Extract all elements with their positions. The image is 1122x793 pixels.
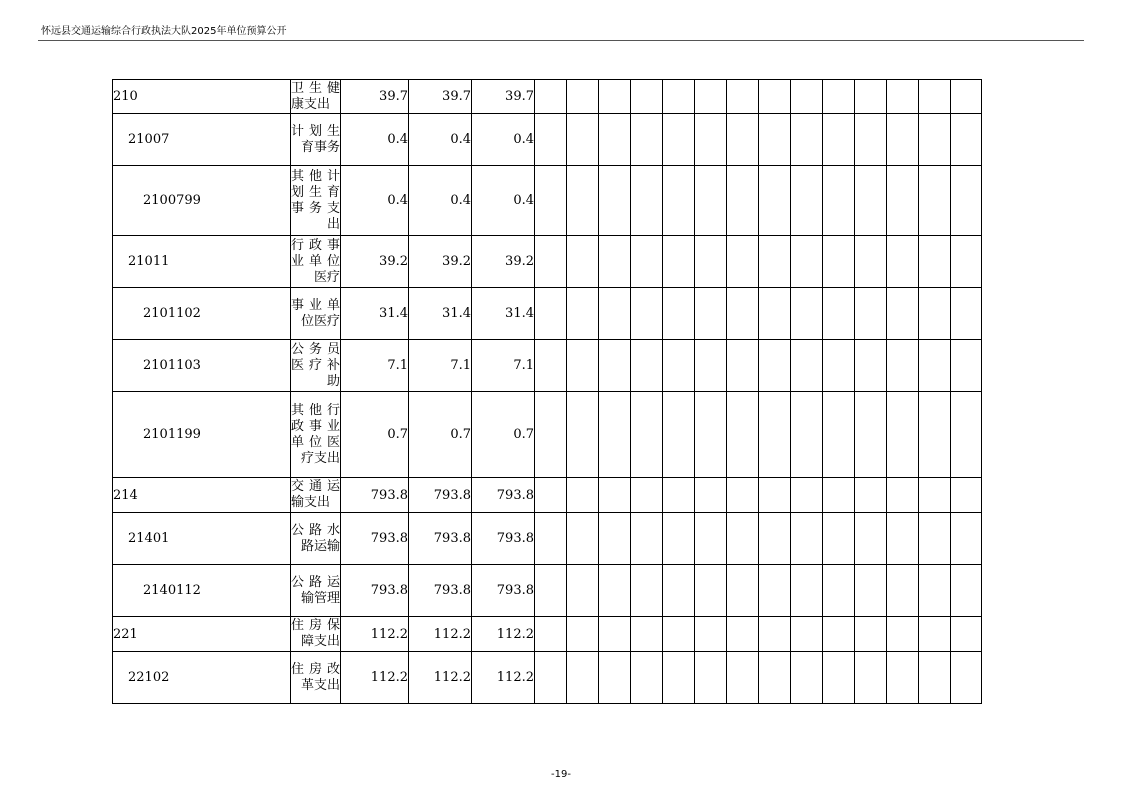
empty-cell	[599, 652, 631, 704]
empty-cell	[759, 288, 791, 340]
empty-cell	[823, 392, 855, 478]
table-row	[113, 652, 982, 704]
table-row	[113, 236, 982, 288]
table-row	[113, 166, 982, 236]
item-name-cell: 卫生健康支出	[291, 80, 340, 112]
empty-cell	[759, 478, 791, 513]
empty-cell	[663, 513, 695, 565]
empty-cell	[887, 652, 919, 704]
empty-cell	[663, 80, 695, 114]
empty-cell	[919, 513, 951, 565]
empty-cell	[695, 392, 727, 478]
empty-cell	[855, 478, 887, 513]
empty-cell	[855, 166, 887, 236]
empty-cell	[663, 652, 695, 704]
amount-cell: 0.7	[341, 392, 409, 478]
empty-cell	[631, 166, 663, 236]
amount-cell: 39.2	[472, 236, 535, 288]
empty-cell	[567, 114, 599, 166]
empty-cell	[599, 617, 631, 652]
empty-cell	[919, 80, 951, 114]
empty-cell	[695, 340, 727, 392]
amount-cell: 0.4	[341, 114, 409, 166]
amount-cell: 112.2	[409, 617, 472, 652]
item-name-cell: 其他计划生育事务支出	[291, 166, 341, 236]
amount-cell: 31.4	[472, 288, 535, 340]
empty-cell	[631, 478, 663, 513]
amount-cell: 0.4	[409, 166, 472, 236]
amount-cell: 0.7	[409, 392, 472, 478]
amount-cell: 793.8	[472, 478, 535, 513]
empty-cell	[599, 114, 631, 166]
empty-cell	[887, 340, 919, 392]
amount-cell: 39.7	[409, 80, 472, 114]
empty-cell	[791, 565, 823, 617]
empty-cell	[823, 80, 855, 114]
empty-cell	[951, 617, 982, 652]
amount-cell: 793.8	[472, 565, 535, 617]
empty-cell	[951, 80, 982, 114]
amount-cell: 793.8	[409, 478, 472, 513]
item-name-cell: 其他行政事业单位医疗支出	[291, 392, 341, 478]
item-name-cell: 计划生育事务	[291, 114, 341, 166]
amount-cell: 112.2	[472, 652, 535, 704]
table-row	[113, 288, 982, 340]
empty-cell	[663, 288, 695, 340]
empty-cell	[759, 166, 791, 236]
empty-cell	[631, 114, 663, 166]
empty-cell	[535, 652, 567, 704]
empty-cell	[695, 288, 727, 340]
amount-cell: 31.4	[409, 288, 472, 340]
empty-cell	[567, 565, 599, 617]
empty-cell	[919, 478, 951, 513]
empty-cell	[951, 340, 982, 392]
table-row	[113, 80, 982, 114]
amount-cell: 793.8	[341, 478, 409, 513]
item-name-cell: 公路水路运输	[291, 513, 341, 565]
table-row	[113, 340, 982, 392]
empty-cell	[887, 236, 919, 288]
amount-cell: 793.8	[472, 513, 535, 565]
empty-cell	[823, 236, 855, 288]
item-name-cell: 事业单位医疗	[291, 288, 341, 340]
item-name-cell: 住房保障支出	[291, 617, 341, 652]
empty-cell	[695, 236, 727, 288]
empty-cell	[919, 565, 951, 617]
empty-cell	[535, 288, 567, 340]
empty-cell	[855, 392, 887, 478]
empty-cell	[727, 478, 759, 513]
empty-cell	[567, 478, 599, 513]
empty-cell	[535, 236, 567, 288]
empty-cell	[791, 617, 823, 652]
empty-cell	[727, 513, 759, 565]
empty-cell	[887, 288, 919, 340]
function-code-cell: 214	[113, 478, 291, 513]
function-code-cell: 2101103	[113, 340, 291, 392]
amount-cell: 31.4	[341, 288, 409, 340]
budget-table	[112, 79, 982, 704]
empty-cell	[791, 513, 823, 565]
empty-cell	[887, 513, 919, 565]
empty-cell	[727, 652, 759, 704]
empty-cell	[951, 565, 982, 617]
empty-cell	[759, 392, 791, 478]
header-divider	[38, 40, 1084, 41]
function-code-cell: 21011	[113, 236, 291, 288]
empty-cell	[663, 617, 695, 652]
empty-cell	[599, 288, 631, 340]
empty-cell	[887, 478, 919, 513]
document-header-title: 怀远县交通运输综合行政执法大队2025年单位预算公开	[41, 26, 287, 37]
empty-cell	[599, 513, 631, 565]
amount-cell: 793.8	[341, 565, 409, 617]
amount-cell: 112.2	[409, 652, 472, 704]
amount-cell: 39.2	[409, 236, 472, 288]
empty-cell	[567, 236, 599, 288]
empty-cell	[759, 513, 791, 565]
empty-cell	[631, 340, 663, 392]
amount-cell: 0.4	[472, 114, 535, 166]
empty-cell	[535, 478, 567, 513]
empty-cell	[919, 114, 951, 166]
empty-cell	[855, 652, 887, 704]
empty-cell	[855, 617, 887, 652]
empty-cell	[663, 478, 695, 513]
empty-cell	[599, 565, 631, 617]
empty-cell	[791, 288, 823, 340]
empty-cell	[887, 80, 919, 114]
empty-cell	[791, 80, 823, 114]
empty-cell	[535, 617, 567, 652]
empty-cell	[535, 114, 567, 166]
function-code-cell: 21007	[113, 114, 291, 166]
empty-cell	[631, 80, 663, 114]
empty-cell	[951, 166, 982, 236]
amount-cell: 793.8	[341, 513, 409, 565]
empty-cell	[599, 166, 631, 236]
empty-cell	[599, 236, 631, 288]
empty-cell	[823, 478, 855, 513]
amount-cell: 0.4	[472, 166, 535, 236]
amount-cell: 7.1	[472, 340, 535, 392]
page-number: -19-	[551, 769, 571, 780]
empty-cell	[727, 617, 759, 652]
empty-cell	[663, 392, 695, 478]
empty-cell	[567, 80, 599, 114]
amount-cell: 112.2	[341, 652, 409, 704]
amount-cell: 112.2	[341, 617, 409, 652]
empty-cell	[695, 617, 727, 652]
empty-cell	[855, 236, 887, 288]
function-code-cell: 2140112	[113, 565, 291, 617]
empty-cell	[823, 114, 855, 166]
empty-cell	[695, 114, 727, 166]
empty-cell	[855, 340, 887, 392]
empty-cell	[759, 80, 791, 114]
item-name-cell: 公务员医疗补助	[291, 340, 341, 392]
empty-cell	[759, 114, 791, 166]
empty-cell	[951, 236, 982, 288]
empty-cell	[663, 114, 695, 166]
empty-cell	[631, 652, 663, 704]
empty-cell	[727, 80, 759, 114]
empty-cell	[951, 652, 982, 704]
empty-cell	[823, 652, 855, 704]
empty-cell	[631, 288, 663, 340]
empty-cell	[535, 513, 567, 565]
amount-cell: 0.4	[409, 114, 472, 166]
empty-cell	[535, 80, 567, 114]
empty-cell	[663, 565, 695, 617]
empty-cell	[727, 340, 759, 392]
empty-cell	[855, 513, 887, 565]
empty-cell	[887, 166, 919, 236]
empty-cell	[727, 288, 759, 340]
amount-cell: 793.8	[409, 565, 472, 617]
amount-cell: 39.7	[472, 80, 535, 114]
empty-cell	[695, 652, 727, 704]
amount-cell: 39.7	[341, 80, 409, 114]
empty-cell	[631, 513, 663, 565]
function-code-cell: 2101199	[113, 392, 291, 478]
empty-cell	[855, 80, 887, 114]
item-name-cell: 公路运输管理	[291, 565, 341, 617]
empty-cell	[567, 652, 599, 704]
empty-cell	[695, 478, 727, 513]
empty-cell	[791, 392, 823, 478]
empty-cell	[631, 617, 663, 652]
function-code-cell: 221	[113, 617, 291, 652]
empty-cell	[951, 478, 982, 513]
empty-cell	[919, 652, 951, 704]
table-row	[113, 114, 982, 166]
empty-cell	[535, 392, 567, 478]
empty-cell	[919, 340, 951, 392]
table-row	[113, 513, 982, 565]
empty-cell	[695, 80, 727, 114]
empty-cell	[855, 114, 887, 166]
table-row	[113, 478, 982, 513]
empty-cell	[727, 565, 759, 617]
function-code-cell: 21401	[113, 513, 291, 565]
item-name-cell: 交通运输支出	[291, 478, 341, 513]
amount-cell: 793.8	[409, 513, 472, 565]
empty-cell	[631, 565, 663, 617]
empty-cell	[631, 236, 663, 288]
function-code-cell: 210	[113, 80, 291, 114]
empty-cell	[951, 392, 982, 478]
item-name-cell: 行政事业单位医疗	[291, 236, 341, 288]
empty-cell	[887, 392, 919, 478]
empty-cell	[599, 478, 631, 513]
empty-cell	[695, 565, 727, 617]
empty-cell	[823, 565, 855, 617]
empty-cell	[599, 80, 631, 114]
empty-cell	[695, 166, 727, 236]
table-row	[113, 565, 982, 617]
empty-cell	[727, 166, 759, 236]
amount-cell: 0.4	[341, 166, 409, 236]
amount-cell: 0.7	[472, 392, 535, 478]
empty-cell	[919, 617, 951, 652]
empty-cell	[791, 114, 823, 166]
amount-cell: 7.1	[341, 340, 409, 392]
empty-cell	[599, 340, 631, 392]
empty-cell	[695, 513, 727, 565]
empty-cell	[759, 236, 791, 288]
empty-cell	[791, 340, 823, 392]
table-row	[113, 617, 982, 652]
empty-cell	[663, 236, 695, 288]
empty-cell	[823, 166, 855, 236]
empty-cell	[951, 114, 982, 166]
empty-cell	[599, 392, 631, 478]
empty-cell	[727, 392, 759, 478]
empty-cell	[663, 340, 695, 392]
empty-cell	[535, 166, 567, 236]
amount-cell: 39.2	[341, 236, 409, 288]
empty-cell	[535, 565, 567, 617]
empty-cell	[791, 236, 823, 288]
empty-cell	[663, 166, 695, 236]
empty-cell	[535, 340, 567, 392]
function-code-cell: 2100799	[113, 166, 291, 236]
empty-cell	[919, 236, 951, 288]
empty-cell	[951, 513, 982, 565]
empty-cell	[791, 166, 823, 236]
item-name-cell: 住房改革支出	[291, 652, 341, 704]
empty-cell	[567, 166, 599, 236]
empty-cell	[631, 392, 663, 478]
empty-cell	[567, 392, 599, 478]
empty-cell	[855, 565, 887, 617]
empty-cell	[567, 513, 599, 565]
empty-cell	[919, 392, 951, 478]
empty-cell	[951, 288, 982, 340]
empty-cell	[855, 288, 887, 340]
empty-cell	[887, 114, 919, 166]
empty-cell	[759, 340, 791, 392]
empty-cell	[567, 617, 599, 652]
empty-cell	[919, 288, 951, 340]
empty-cell	[887, 565, 919, 617]
empty-cell	[567, 288, 599, 340]
empty-cell	[759, 652, 791, 704]
empty-cell	[887, 617, 919, 652]
empty-cell	[791, 652, 823, 704]
empty-cell	[823, 617, 855, 652]
function-code-cell: 2101102	[113, 288, 291, 340]
empty-cell	[791, 478, 823, 513]
table-row	[113, 392, 982, 478]
amount-cell: 112.2	[472, 617, 535, 652]
empty-cell	[727, 114, 759, 166]
function-code-cell: 22102	[113, 652, 291, 704]
empty-cell	[759, 617, 791, 652]
amount-cell: 7.1	[409, 340, 472, 392]
empty-cell	[823, 340, 855, 392]
empty-cell	[727, 236, 759, 288]
empty-cell	[759, 565, 791, 617]
empty-cell	[823, 513, 855, 565]
empty-cell	[823, 288, 855, 340]
empty-cell	[567, 340, 599, 392]
empty-cell	[919, 166, 951, 236]
